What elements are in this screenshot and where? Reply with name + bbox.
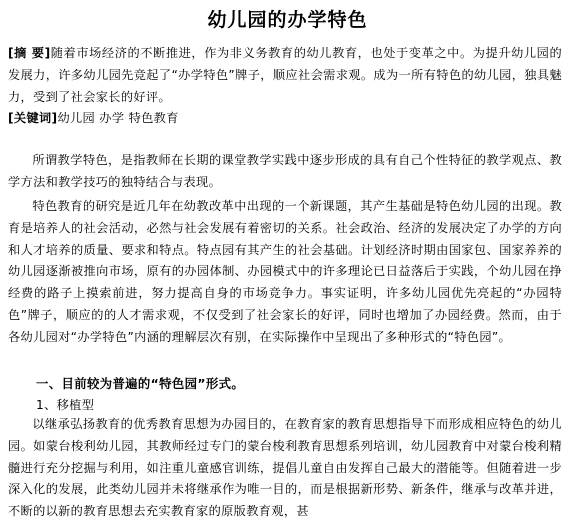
paragraph-1: 所谓教学特色，是指教师在长期的课堂教学实践中逐步形成的具有自己个性特征的教学观点、教学方法和教学技巧的独特结合与表现。 bbox=[8, 153, 562, 189]
abstract-label: [摘 要] bbox=[8, 46, 51, 60]
keywords bbox=[8, 108, 562, 130]
paragraph-3: 以继承弘扬教育的优秀教育思想为办园目的，在教育家的教育思想指导下而形成相应特色的幼儿园。如蒙台梭利幼儿园，其教师经过专门的蒙台梭利教育思想系列培训，幼儿园教育中对蒙台梭利精髓进行充分挖掘与利用，如注重儿童感官训练，提倡儿童自由发挥自己最大的潜能等。但随着进一步深入化的发展，此类幼儿园并未将继承作为唯一目的，而是根据新形势、新条件，继承与改革并进，不断的以新的教育思想去充实教育家的原版教育观，甚 bbox=[8, 417, 562, 519]
document-title: 幼儿园的办学特色 bbox=[207, 9, 368, 31]
abstract bbox=[8, 43, 562, 108]
section-heading-1: 一、目前较为普遍的“特色园”形式。 bbox=[36, 376, 245, 391]
paragraph-2: 特色教育的研究是近几年在幼教改革中出现的一个新课题，其产生基础是特色幼儿园的出现。教育是培养人的社会活动，必然与社会发展有着密切的关系。社会政治、经济的发展决定了办学的方向和人才培养的质量、要求和特点。特点园有其产生的社会基础。计划经济时期由国家包、国家养养的幼儿园逐渐被推向市场，原有的办园体制、办园模式中的许多理论已日益落后于实践，个幼儿园在挣经费的路子上摸索前进，努力提高自身的市场竞争力。事实证明，许多幼儿园优先亮起的“办园特色”牌子，顺应的的人才需求观，不仅受到了社会家长的好评，同时也增加了办园经费。然而，由于各幼儿园对“办学特色”内涵的理解层次有别，在实际操作中呈现出了多种形式的“特色园”。 bbox=[8, 199, 562, 344]
keywords-text: 幼儿园 办学 特色教育 bbox=[57, 111, 179, 125]
subsection-heading-1: 1、移植型 bbox=[36, 398, 95, 412]
abstract-text: 随着市场经济的不断推进，作为非义务教育的幼儿教育，也处于变革之中。为提升幼儿园的发展力，许多幼儿园先竞起了“办学特色”牌子，顺应社会需求观。成为一所有特色的幼儿园，独具魅力，受到了社会家长的好评。 bbox=[8, 46, 563, 104]
keywords-label: [关键词] bbox=[8, 111, 58, 125]
